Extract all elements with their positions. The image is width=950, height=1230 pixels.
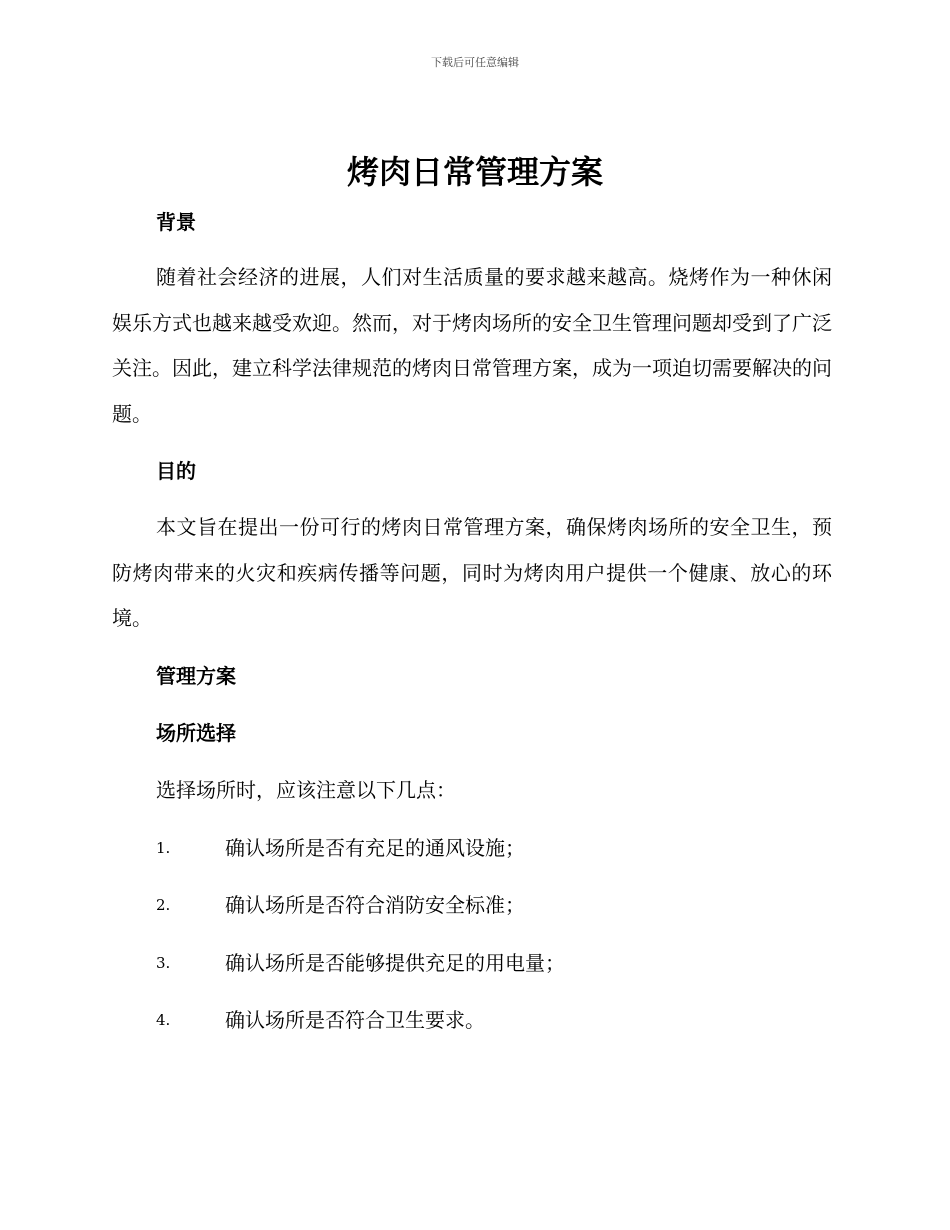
- list-number: 1.: [156, 839, 171, 857]
- heading-purpose: 目的: [156, 459, 196, 483]
- heading-management-plan: 管理方案: [156, 664, 236, 688]
- list-text: 确认场所是否有充足的通风设施；: [225, 836, 525, 860]
- list-text: 确认场所是否符合消防安全标准；: [225, 893, 525, 917]
- list-item: [156, 890, 836, 920]
- list-text: 确认场所是否能够提供充足的用电量；: [225, 951, 565, 975]
- heading-background: 背景: [156, 210, 196, 234]
- site-selection-intro: 选择场所时，应该注意以下几点：: [156, 778, 456, 802]
- list-item: [156, 833, 836, 863]
- list-item: [156, 948, 836, 978]
- list-number: 4.: [156, 1011, 171, 1029]
- heading-site-selection: 场所选择: [156, 721, 236, 745]
- list-number: 2.: [156, 896, 171, 914]
- list-text: 确认场所是否符合卫生要求。: [225, 1008, 485, 1032]
- paragraph-background: 随着社会经济的进展，人们对生活质量的要求越来越高。烧烤作为一种休闲娱乐方式也越来越受欢迎。然而，对于烤肉场所的安全卫生管理问题却受到了广泛关注。因此，建立科学法律规范的烤肉日常管理方案，成为一项迫切需要解决的问题。: [112, 265, 832, 426]
- paragraph-purpose: 本文旨在提出一份可行的烤肉日常管理方案，确保烤肉场所的安全卫生，预防烤肉带来的火灾和疾病传播等问题，同时为烤肉用户提供一个健康、放心的环境。: [112, 515, 832, 630]
- document-title: 烤肉日常管理方案: [346, 153, 603, 191]
- header-note: 下载后可任意编辑: [431, 56, 519, 69]
- list-item: [156, 1005, 836, 1035]
- list-number: 3.: [156, 954, 171, 972]
